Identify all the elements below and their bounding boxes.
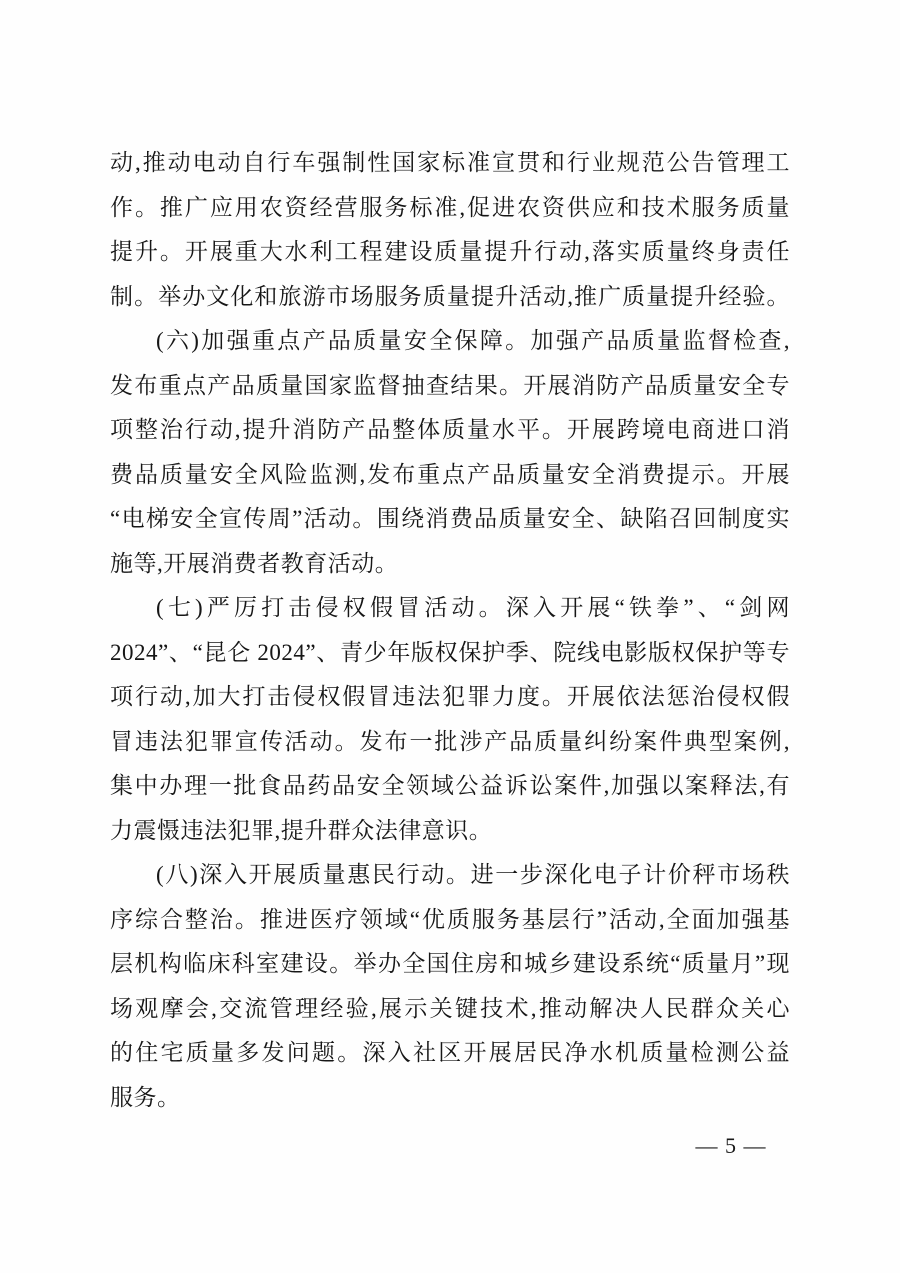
paragraph-item-6 — [110, 319, 790, 586]
text-block — [110, 141, 790, 1120]
text-line: 施等,开展消费者教育活动。 — [110, 550, 399, 576]
text-line: 费品质量安全风险监测,发布重点产品质量安全消费提示。开展 — [110, 461, 790, 487]
text-line: 层机构临床科室建设。举办全国住房和城乡建设系统“质量月”现 — [110, 951, 790, 976]
text-line: 作。推广应用农资经营服务标准,促进农资供应和技术服务质量 — [110, 194, 790, 220]
text-line: 场观摩会,交流管理经验,展示关键技术,推动解决人民群众关心 — [110, 995, 790, 1021]
text-line: 项行动,加大打击侵权假冒违法犯罪力度。开展依法惩治侵权假 — [110, 684, 790, 709]
paragraph-item-7 — [110, 586, 790, 853]
text-line: 2024”、“昆仑 2024”、青少年版权保护季、院线电影版权保护等专 — [110, 639, 790, 665]
text-line: 动,推动电动自行车强制性国家标准宣贯和行业规范公告管理工 — [110, 150, 790, 175]
text-line: 服务。 — [110, 1084, 181, 1110]
text-line: 冒违法犯罪宣传活动。发布一批涉产品质量纠纷案件典型案例, — [110, 728, 790, 754]
text-line: (六)加强重点产品质量安全保障。加强产品质量监督检查, — [156, 328, 790, 353]
text-line: 制。举办文化和旅游市场服务质量提升活动,推广质量提升经验。 — [110, 283, 790, 309]
text-line: 项整治行动,提升消防产品整体质量水平。开展跨境电商进口消 — [110, 417, 790, 442]
text-line: 发布重点产品质量国家监督抽查结果。开展消防产品质量安全专 — [110, 372, 790, 398]
text-line: 的住宅质量多发问题。深入社区开展居民净水机质量检测公益 — [110, 1040, 790, 1065]
text-line: “电梯安全宣传周”活动。围绕消费品质量安全、缺陷召回制度实 — [110, 506, 790, 531]
text-line: (七)严厉打击侵权假冒活动。深入开展“铁拳”、“剑网 — [156, 595, 790, 620]
text-line: (八)深入开展质量惠民行动。进一步深化电子计价秤市场秩 — [156, 862, 790, 887]
text-line: 提升。开展重大水利工程建设质量提升行动,落实质量终身责任 — [110, 239, 790, 264]
page-number: — 5 — — [695, 1133, 767, 1158]
text-line: 序综合整治。推进医疗领域“优质服务基层行”活动,全面加强基 — [110, 906, 790, 932]
text-line: 集中办理一批食品药品安全领域公益诉讼案件,加强以案释法,有 — [110, 773, 790, 798]
paragraph-continuation — [110, 141, 790, 319]
paragraph-item-8 — [110, 853, 790, 1120]
text-line: 力震慑违法犯罪,提升群众法律意识。 — [110, 817, 493, 843]
